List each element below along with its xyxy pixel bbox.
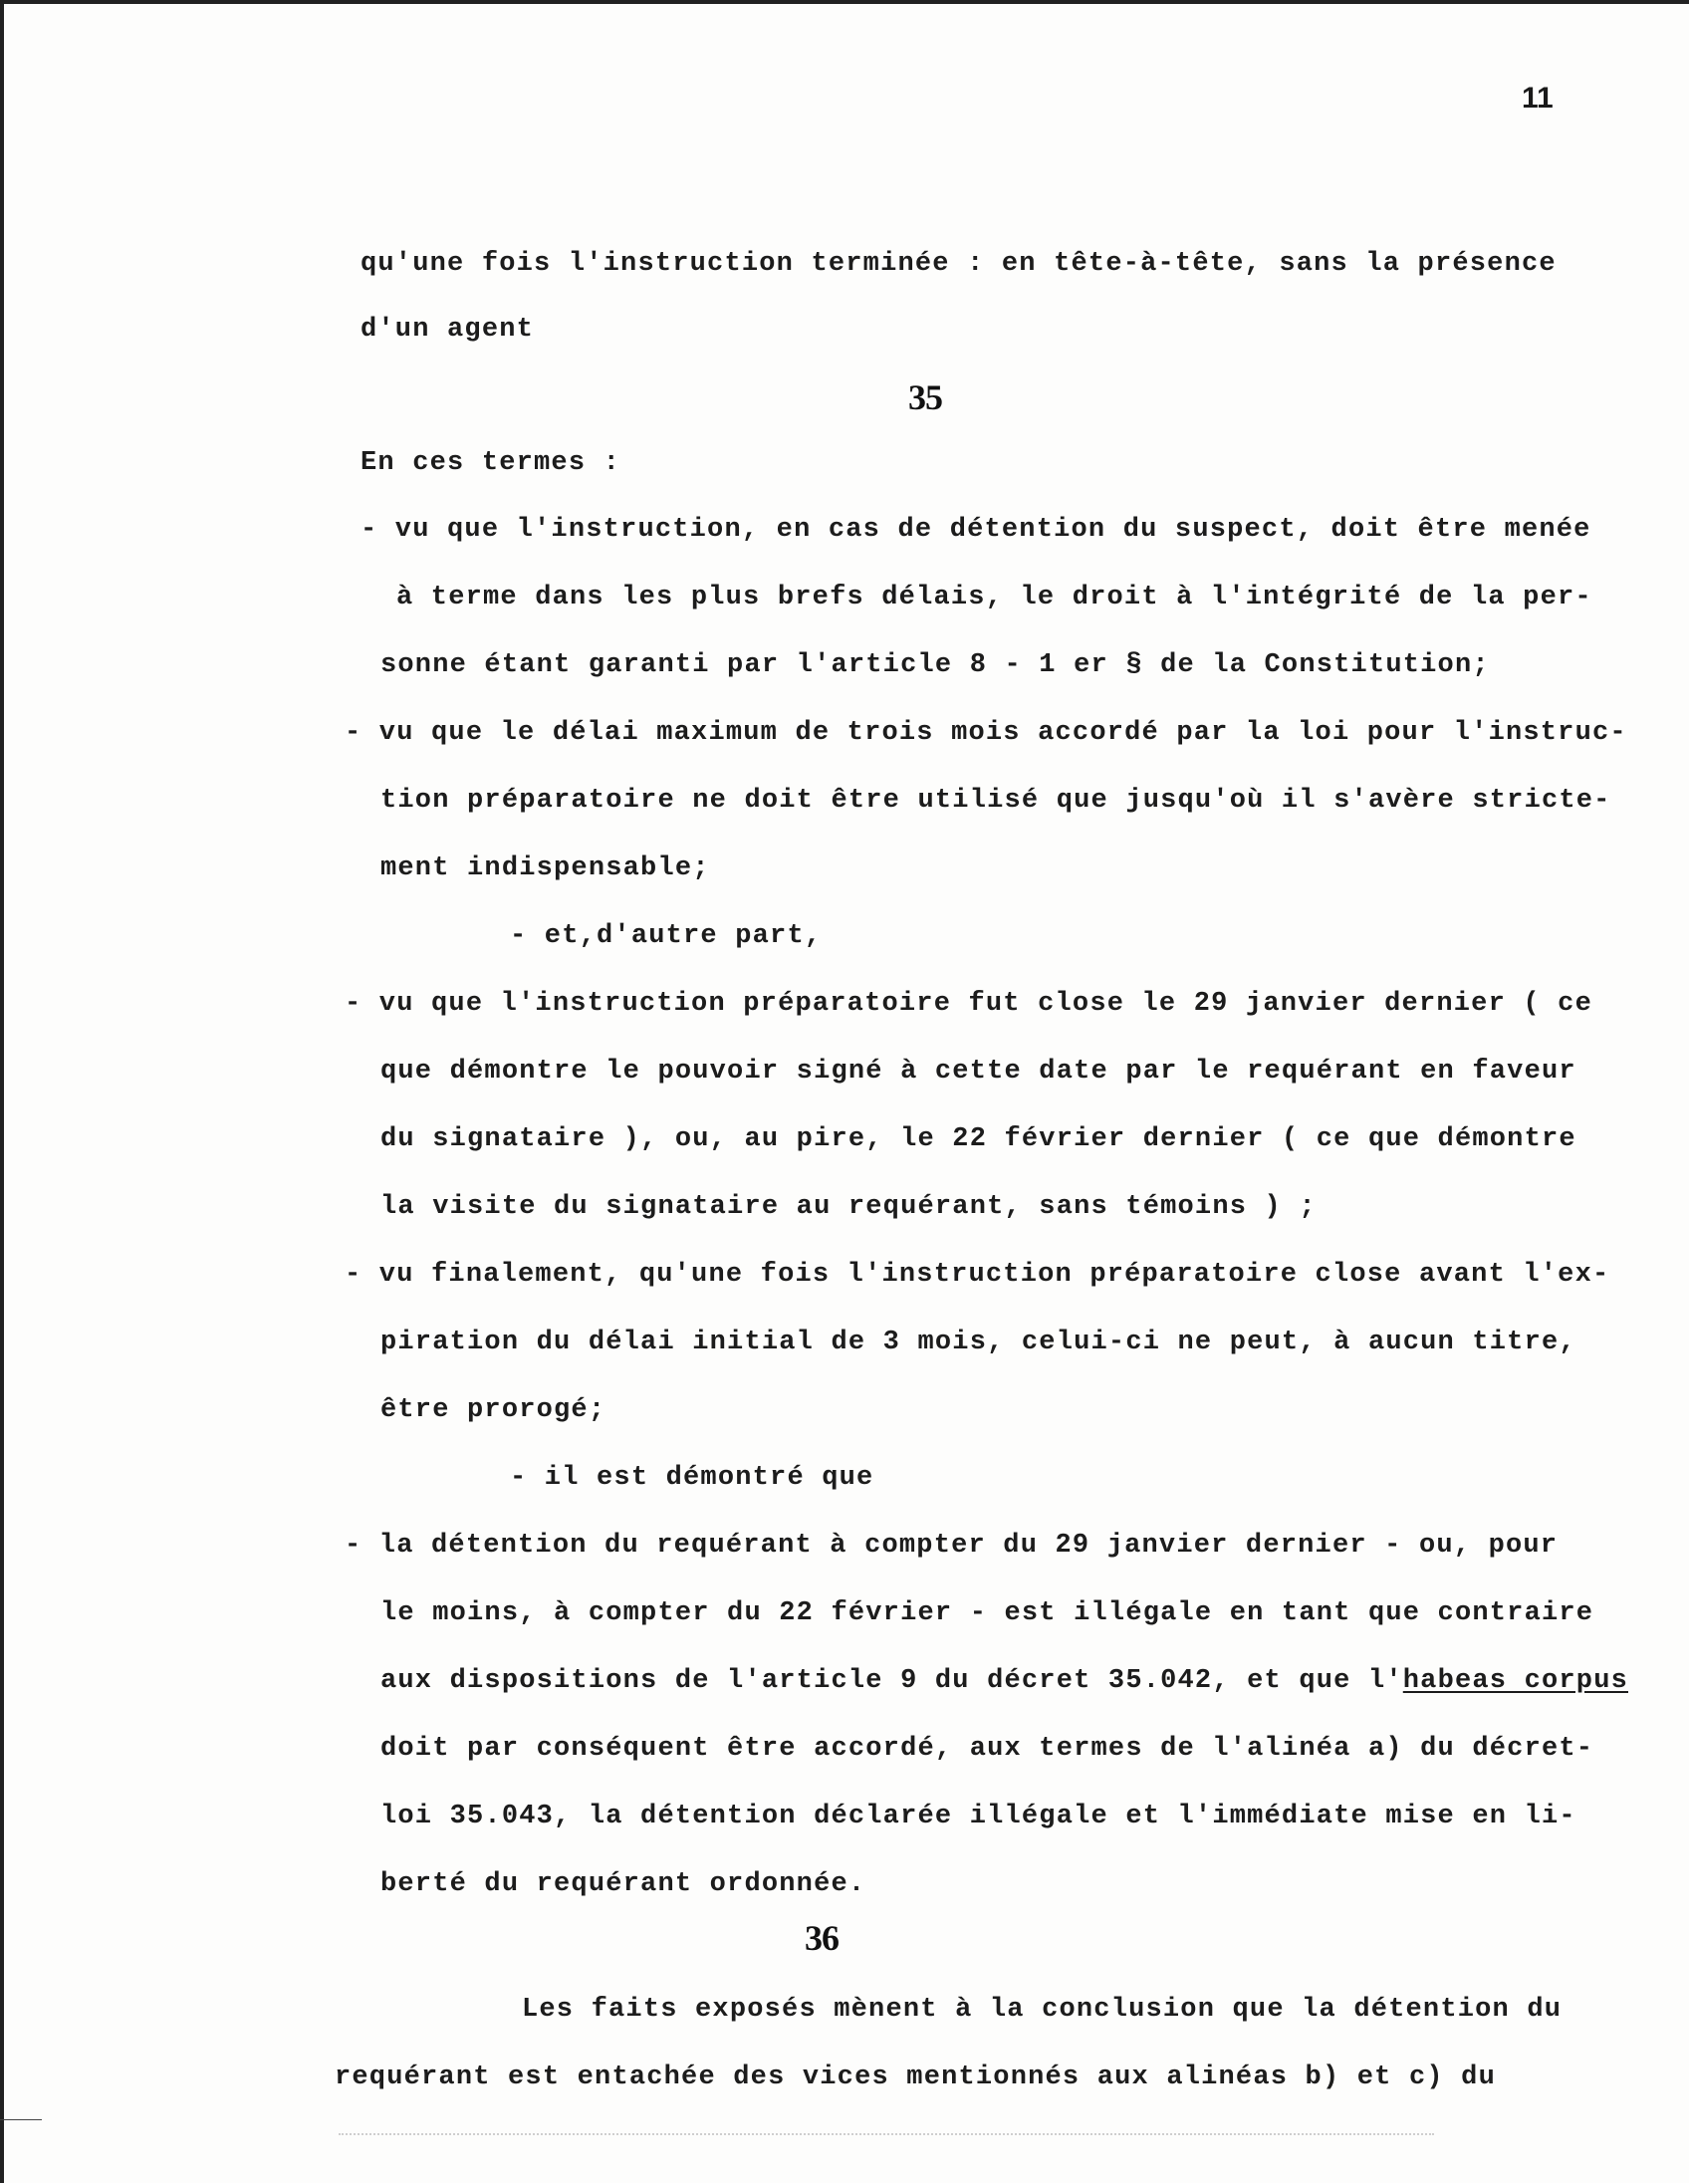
- text-line: être prorogé;: [380, 1395, 606, 1425]
- text-line: ment indispensable;: [380, 853, 710, 883]
- text-line: tion préparatoire ne doit être utilisé que jusqu'où il s'avère stricte-: [380, 786, 1611, 816]
- scan-edge-left: [0, 0, 18, 2183]
- section-number-35: 35: [908, 377, 942, 417]
- text-line: piration du délai initial de 3 mois, celui-ci ne peut, à aucun titre,: [380, 1328, 1576, 1357]
- text-line: sonne étant garanti par l'article 8 - 1 er § de la Constitution;: [380, 650, 1490, 680]
- text-line: - il est démontré que: [510, 1463, 874, 1493]
- text-line: - et,d'autre part,: [510, 921, 823, 951]
- section-number-36: 36: [805, 1918, 839, 1958]
- section-heading: En ces termes :: [361, 448, 621, 478]
- text-line: que démontre le pouvoir signé à cette date par le requérant en faveur: [380, 1057, 1576, 1087]
- text-fragment: aux dispositions de l'article 9 du décret 35.042, et que l': [380, 1666, 1403, 1696]
- text-line: - la détention du requérant à compter du 29 janvier dernier - ou, pour: [345, 1531, 1559, 1561]
- text-line: [380, 1666, 1628, 1696]
- text-line: à terme dans les plus brefs délais, le droit à l'intégrité de la per-: [396, 583, 1592, 612]
- text-line: - vu que l'instruction préparatoire fut close le 29 janvier dernier ( ce: [345, 989, 1592, 1019]
- text-line: doit par conséquent être accordé, aux termes de l'alinéa a) du décret-: [380, 1734, 1594, 1764]
- text-line: d'un agent: [361, 315, 535, 345]
- scan-dotted-artifact: [339, 2133, 1434, 2137]
- text-line: loi 35.043, la détention déclarée illégale et l'immédiate mise en li-: [380, 1802, 1576, 1831]
- text-line: requérant est entachée des vices mentionnés aux alinéas b) et c) du: [335, 2063, 1496, 2092]
- underlined-term: habeas corpus: [1402, 1666, 1628, 1696]
- text-line: le moins, à compter du 22 février - est illégale en tant que contraire: [380, 1598, 1594, 1628]
- text-line: - vu que le délai maximum de trois mois accordé par la loi pour l'instruc-: [345, 718, 1627, 748]
- text-line: - vu que l'instruction, en cas de détention du suspect, doit être menée: [361, 515, 1591, 545]
- page-number: 11: [1522, 82, 1554, 115]
- text-line: berté du requérant ordonnée.: [380, 1869, 866, 1899]
- text-line: qu'une fois l'instruction terminée : en tête-à-tête, sans la présence: [361, 249, 1557, 279]
- scan-corner-mark: [0, 2119, 42, 2184]
- text-line: Les faits exposés mènent à la conclusion que la détention du: [522, 1995, 1563, 2025]
- scan-edge-top: [0, 0, 1689, 14]
- text-line: la visite du signataire au requérant, sans témoins ) ;: [380, 1192, 1317, 1222]
- text-line: - vu finalement, qu'une fois l'instruction préparatoire close avant l'ex-: [345, 1260, 1610, 1290]
- text-line: du signataire ), ou, au pire, le 22 février dernier ( ce que démontre: [380, 1124, 1576, 1154]
